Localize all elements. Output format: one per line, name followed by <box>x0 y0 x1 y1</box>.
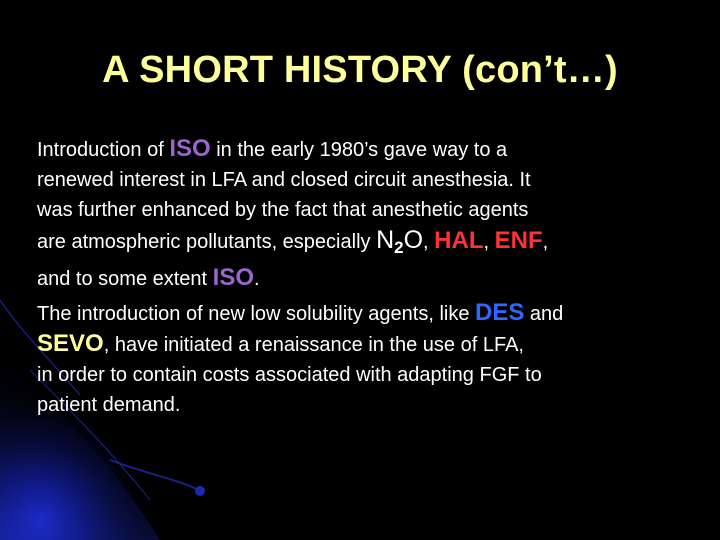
p1-line-2: renewed interest in LFA and closed circuit anesthesia. It <box>37 169 531 191</box>
agent-iso: ISO <box>169 135 211 162</box>
agent-hal: HAL <box>434 227 484 254</box>
p1-line-3: was further enhanced by the fact that anesthetic agents <box>37 199 529 221</box>
p1-line-5: and to some extent ISO. <box>37 264 260 291</box>
paragraph-2 <box>37 298 687 420</box>
agent-enf: ENF <box>494 227 543 254</box>
agent-n2o: $N_2O$ <box>376 226 424 257</box>
slide-body <box>37 134 687 420</box>
p2-line-3: in order to contain costs associated with adapting FGF to <box>37 364 542 386</box>
p1-line-1: Introduction of ISO in the early 1980’s gave way to a <box>37 135 508 162</box>
p2-line-2: SEVO, have initiated a renaissance in the use of LFA, <box>37 330 524 357</box>
agent-des: DES <box>475 299 525 326</box>
decorative-dot <box>195 486 205 496</box>
slide-title: A SHORT HISTORY (con’t…) <box>102 49 618 91</box>
agent-sevo: SEVO <box>37 330 104 357</box>
p1-line-4: are atmospheric pollutants, especially $N_2O$, HAL, ENF, <box>37 226 549 257</box>
p2-line-1: The introduction of new low solubility agents, like DES and <box>37 299 564 326</box>
paragraph-1 <box>37 134 687 294</box>
p2-line-4: patient demand. <box>37 394 181 416</box>
agent-iso-2: ISO <box>212 264 255 291</box>
